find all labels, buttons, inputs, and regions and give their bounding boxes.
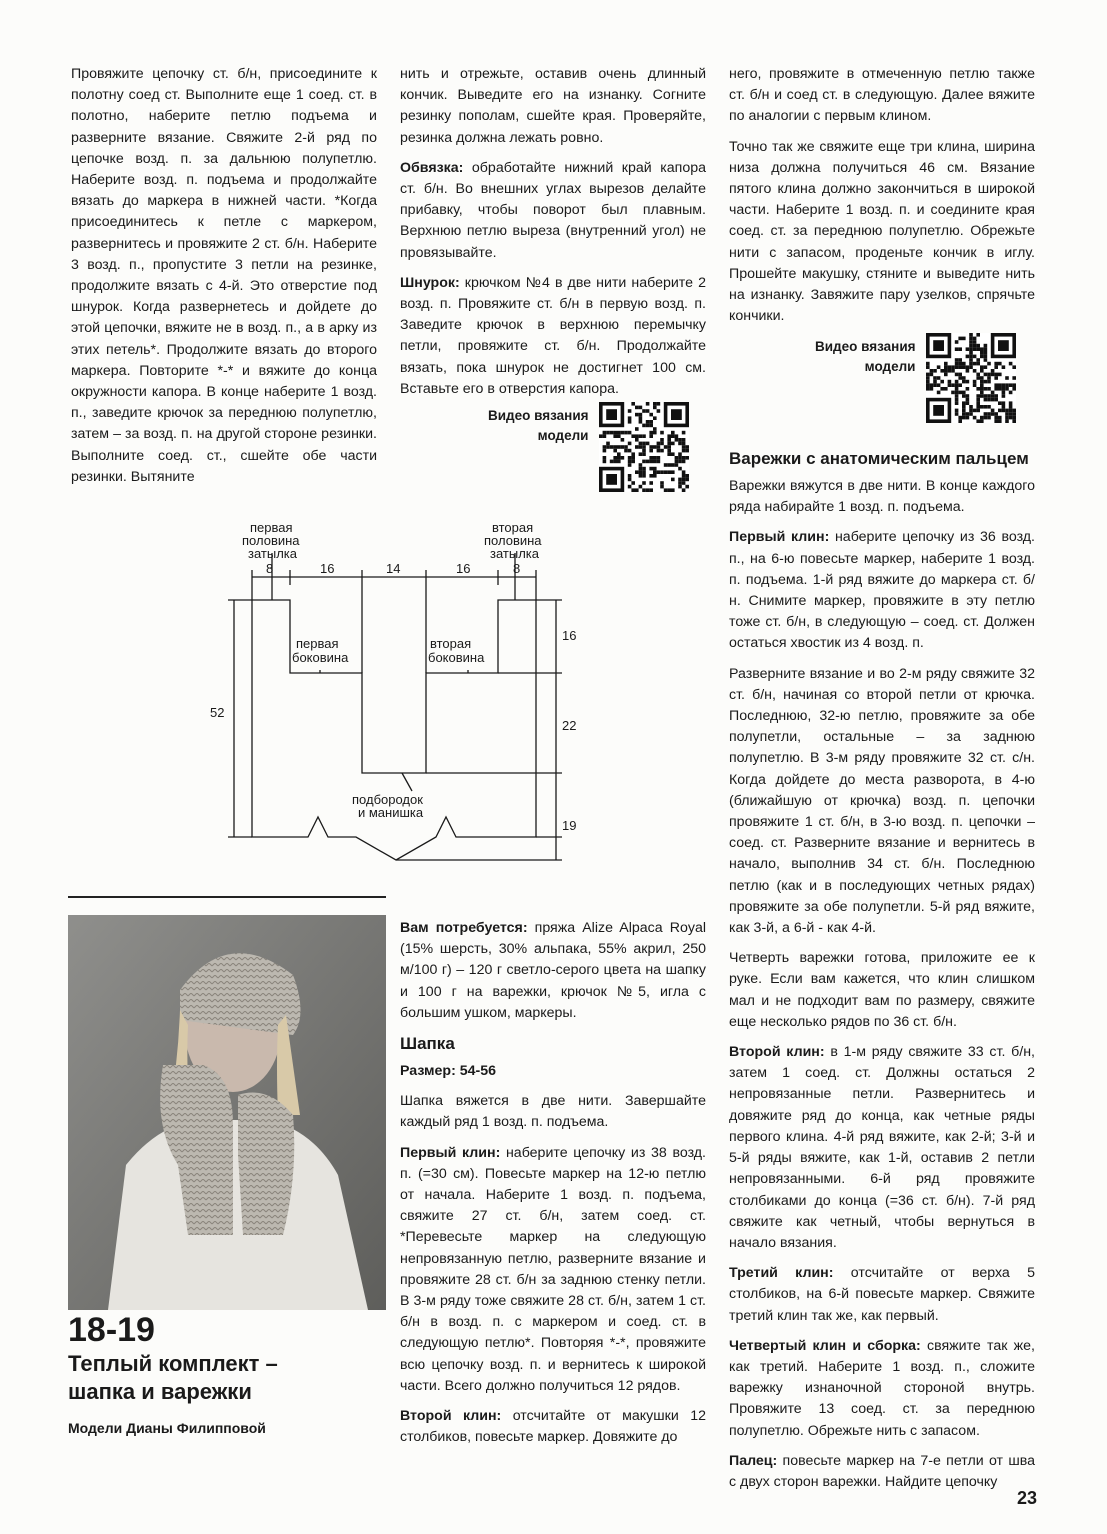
video-label <box>488 406 589 446</box>
label: Второй клин: <box>729 1044 825 1061</box>
paragraph-text: пряжа Alize Alpaca Royal (15% шерсть, 30% альпака, 55% акрил, 250 м/100 г) – 120 г светло-серого цвета на шапку и 100 г на варежки, крючок №5, игла с большим ушком, маркеры. <box>400 920 706 1021</box>
section-heading-mittens: Варежки с анатомическим пальцем <box>729 449 1029 468</box>
paragraph <box>400 918 706 1024</box>
label: Четвертый клин и сборка: <box>729 1337 921 1354</box>
paragraph <box>729 1263 1035 1327</box>
size-label <box>400 1061 706 1082</box>
text-column-1 <box>71 64 377 497</box>
label-first-side: боковина <box>292 650 349 665</box>
label: Первый клин: <box>729 529 830 546</box>
dimension-label: 16 <box>320 561 335 576</box>
paragraph: Шапка вяжется в две нити. Завершайте каждый ряд 1 возд. п. подъема. <box>400 1093 706 1131</box>
paragraph <box>400 1406 706 1448</box>
text-column-2-lower <box>400 918 706 1457</box>
label-second-side: вторая <box>430 636 472 651</box>
label: Второй клин: <box>400 1408 502 1425</box>
dimension-label: 14 <box>386 561 401 576</box>
hood-pattern-diagram <box>200 515 600 875</box>
paragraph-text: свяжите так же, как третий. Наберите 1 возд. п., сложите варежку изнаночной стороной внутрь. Провяжите 13 соед. ст. за переднюю полупетлю. Обрежьте нить с запасом. <box>729 1337 1035 1439</box>
paragraph-text: в 1-м ряду свяжите 33 ст. б/н, затем 1 соед. ст. Должны остаться 2 непровязанные петли. Развернитесь и довяжите ряд до конца, как четные ряды первого клина. 4-й ряд вяжите, как 2-й; 3-й и 5-й ряды вяжите, как 1-й, оставив 2 петли непровязанными. 6-й ряд провяжите столбиками до конца (=36 ст. б/н). 7-й ряд свяжите как четный, чтобы вернуться в начало вязания. <box>729 1044 1035 1251</box>
qr-code-icon[interactable] <box>599 402 689 492</box>
label: Вам потребуется: <box>400 920 528 936</box>
size-text: Размер: 54-56 <box>400 1063 497 1080</box>
paragraph: Точно так же свяжите еще три клина, ширина низа должна получиться 46 см. Вязание пятого клина должно закончиться в широкой части. Наберите 1 возд. п. и соедините края соед. ст. за переднюю полупетлю. Обрежьте нити с запасом, проденьте кончик в иглу. Прошейте макушку, стяните и выведите нить на изнанку. Завяжите пару узелков, спрячьте кончики. <box>729 138 1035 325</box>
paragraph: Варежки вяжутся в две нити. В конце каждого ряда набирайте 1 возд. п. подъема. <box>729 478 1035 516</box>
label-second-nape: вторая <box>492 520 534 535</box>
label-first-side: первая <box>296 636 339 651</box>
paragraph <box>729 1451 1035 1493</box>
video-label-line2: модели <box>537 428 589 443</box>
product-author: Модели Дианы Филипповой <box>68 1420 266 1436</box>
model-photo <box>68 915 386 1310</box>
product-title-line2: шапка и варежки <box>68 1379 252 1404</box>
section-heading-hat: Шапка <box>400 1034 455 1054</box>
video-label-line1: Видео вязания <box>815 339 916 354</box>
text-column-2 <box>400 64 706 409</box>
video-link-2[interactable] <box>815 333 1016 423</box>
qr-code-icon[interactable] <box>926 333 1016 423</box>
dimension-label: 16 <box>456 561 471 576</box>
label-shnurok: Шнурок: <box>400 274 460 291</box>
dimension-label: 8 <box>266 561 274 576</box>
dimension-label: 52 <box>210 705 225 720</box>
pattern-outline <box>252 600 536 860</box>
text-column-3-lower <box>729 448 1035 1502</box>
label-first-nape: затылка <box>248 546 297 561</box>
product-number: 18-19 <box>68 1311 155 1349</box>
label-chin: подбородок <box>352 792 423 807</box>
label: Палец: <box>729 1452 778 1469</box>
dimension-label: 19 <box>562 818 577 833</box>
label-first-nape: половина <box>242 533 300 548</box>
paragraph <box>729 1336 1035 1442</box>
video-label-line1: Видео вязания <box>488 408 589 423</box>
product-title <box>68 1350 388 1406</box>
paragraph: нить и отрежьте, оставив очень длинный кончик. Выведите его на изнанку. Согните резинку пополам, сшейте края. Проверяйте, резинка должна лежать ровно. <box>400 66 706 146</box>
label-second-side: боковина <box>428 650 485 665</box>
dimension-label: 16 <box>562 628 577 643</box>
paragraph: Четверть варежки готова, приложите ее к руке. Если вам кажется, что клин слишком мал и не подходит вам по размеру, свяжите еще несколько рядов по 36 ст. б/н. <box>729 950 1035 1030</box>
label-second-nape: затылка <box>490 546 539 561</box>
text-column-3 <box>729 64 1035 336</box>
paragraph-text: крючком №4 в две нити наберите 2 возд. п. Провяжите ст. б/н в первую возд. п. Заведите крючок в верхнюю перемычку петли, провяжите ст. б/н. Продолжайте вязать, пока шнурок не достигнет 100 см. Вставьте его в отверстия капора. <box>400 274 706 397</box>
dimension-label: 8 <box>513 561 521 576</box>
paragraph-text: отсчитайте от макушки 12 столбиков, повесьте маркер. Довяжите до <box>400 1408 706 1446</box>
label-first-nape: первая <box>250 520 293 535</box>
video-label-line2: модели <box>864 359 916 374</box>
paragraph <box>400 1143 706 1397</box>
video-link-1[interactable] <box>488 402 689 492</box>
divider <box>68 896 386 898</box>
label-chin: и манишка <box>358 805 424 820</box>
label: Третий клин: <box>729 1265 834 1282</box>
label-second-nape: половина <box>484 533 542 548</box>
paragraph <box>400 273 706 400</box>
label: Первый клин: <box>400 1144 501 1161</box>
page-number: 23 <box>1016 1488 1037 1508</box>
paragraph-text: наберите цепочку из 38 возд. п. (=30 см). Повесьте маркер на 12-ю петлю от начала. Наберите 1 возд. п. подъема, свяжите 27 ст. б/н, затем соед. ст. *Перевесьте маркер на следующую непровязанную петлю, разверните вязание и провяжите 28 ст. б/н за заднюю стенку петли. В 3-м ряду тоже свяжите 28 ст. б/н, затем 1 ст. б/н в возд. п. с маркером и соед. ст. в следующую петлю*. Повторяя *-*, провяжите всю цепочку возд. п. и вернитесь к широкой части. Всего должно получиться 12 рядов. <box>400 1144 706 1394</box>
paragraph-text: отсчитайте от верха 5 столбиков, на 6-й повесьте маркер. Свяжите третий клин так же, как первый. <box>729 1265 1035 1324</box>
paragraph-text: повесьте маркер на 7-е петли от шва с двух сторон варежки. Найдите цепочку <box>729 1452 1035 1490</box>
paragraph: Разверните вязание и во 2-м ряду свяжите 32 ст. б/н, начиная со второй петли от крючка. Последнюю, 32-ю петлю, провяжите за обе полупетли, остальные – за заднюю полупетлю. В 3-м ряду провяжите 32 ст. с/н. Когда дойдете до места разворота, в 4-ю (ближайшую от крючка) возд. п. цепочки провяжите 1 ст. б/н, в 3-ю возд. п. цепочки – соед. ст. Разверните вязание и вернитесь в начало, выполнив 34 ст. б/н. Последнюю петлю (как и в последующих четных рядах) провяжите за обе полупетли. 5-й ряд вяжите, как 3-й, а 6-й - как 4-й. <box>729 665 1035 937</box>
paragraph <box>729 527 1035 654</box>
label-obvyazka: Обвязка: <box>400 159 464 176</box>
paragraph-text: обработайте нижний край капора ст. б/н. Во внешних углах вырезов делайте прибавку, чтобы поворот был плавным. Верхнюю петлю выреза (внутренний угол) не провязывайте. <box>400 159 706 261</box>
dimension-label: 22 <box>562 718 577 733</box>
paragraph: него, провяжите в отмеченную петлю также ст. б/н и соед ст. в следующую. Далее вяжите по аналогии с первым клином. <box>729 66 1035 125</box>
paragraph <box>729 1042 1035 1254</box>
paragraph <box>400 158 706 264</box>
video-label <box>815 337 916 377</box>
product-title-line1: Теплый комплект – <box>68 1351 278 1376</box>
paragraph: Провяжите цепочку ст. б/н, присоедините к полотну соед ст. Выполните еще 1 соед. ст. в полотно, наберите петлю подъема и разверните вязание. Свяжите 2-й ряд по цепочке возд. п. за дальнюю полупетлю. Наберите возд. п. подъема и продолжайте вязать до маркера в нижней части. *Когда присоединитесь к петле с маркером, развернитесь и провяжите 2 ст. б/н. Наберите 3 возд. п., пропустите 3 петли на резинке, продолжите вязать с 4-й. Это отверстие под шнурок. Когда развернетесь и дойдете до этой цепочки, вяжите не в возд. п., а в арку из этих петель*. Продолжите вязать до второго маркера. Повторите *-* и вяжите до конца окружности капора. В конце наберите 1 возд. п., заведите крючок за переднюю полупетлю, затем – за возд. п. на другой стороне резинки. Выполните соед. ст., сшейте обе части резинки. Вытяните <box>71 66 377 485</box>
paragraph-text: наберите цепочку из 36 возд. п., на 6-ю повесьте маркер, наберите 1 возд. п. подъема. 1-й ряд вяжите до маркера ст. б/н. Снимите маркер, провяжите в эту петлю тоже ст. б/н, в следующую – соед. ст. Должен остаться хвостик из 4 возд. п. <box>729 529 1035 652</box>
